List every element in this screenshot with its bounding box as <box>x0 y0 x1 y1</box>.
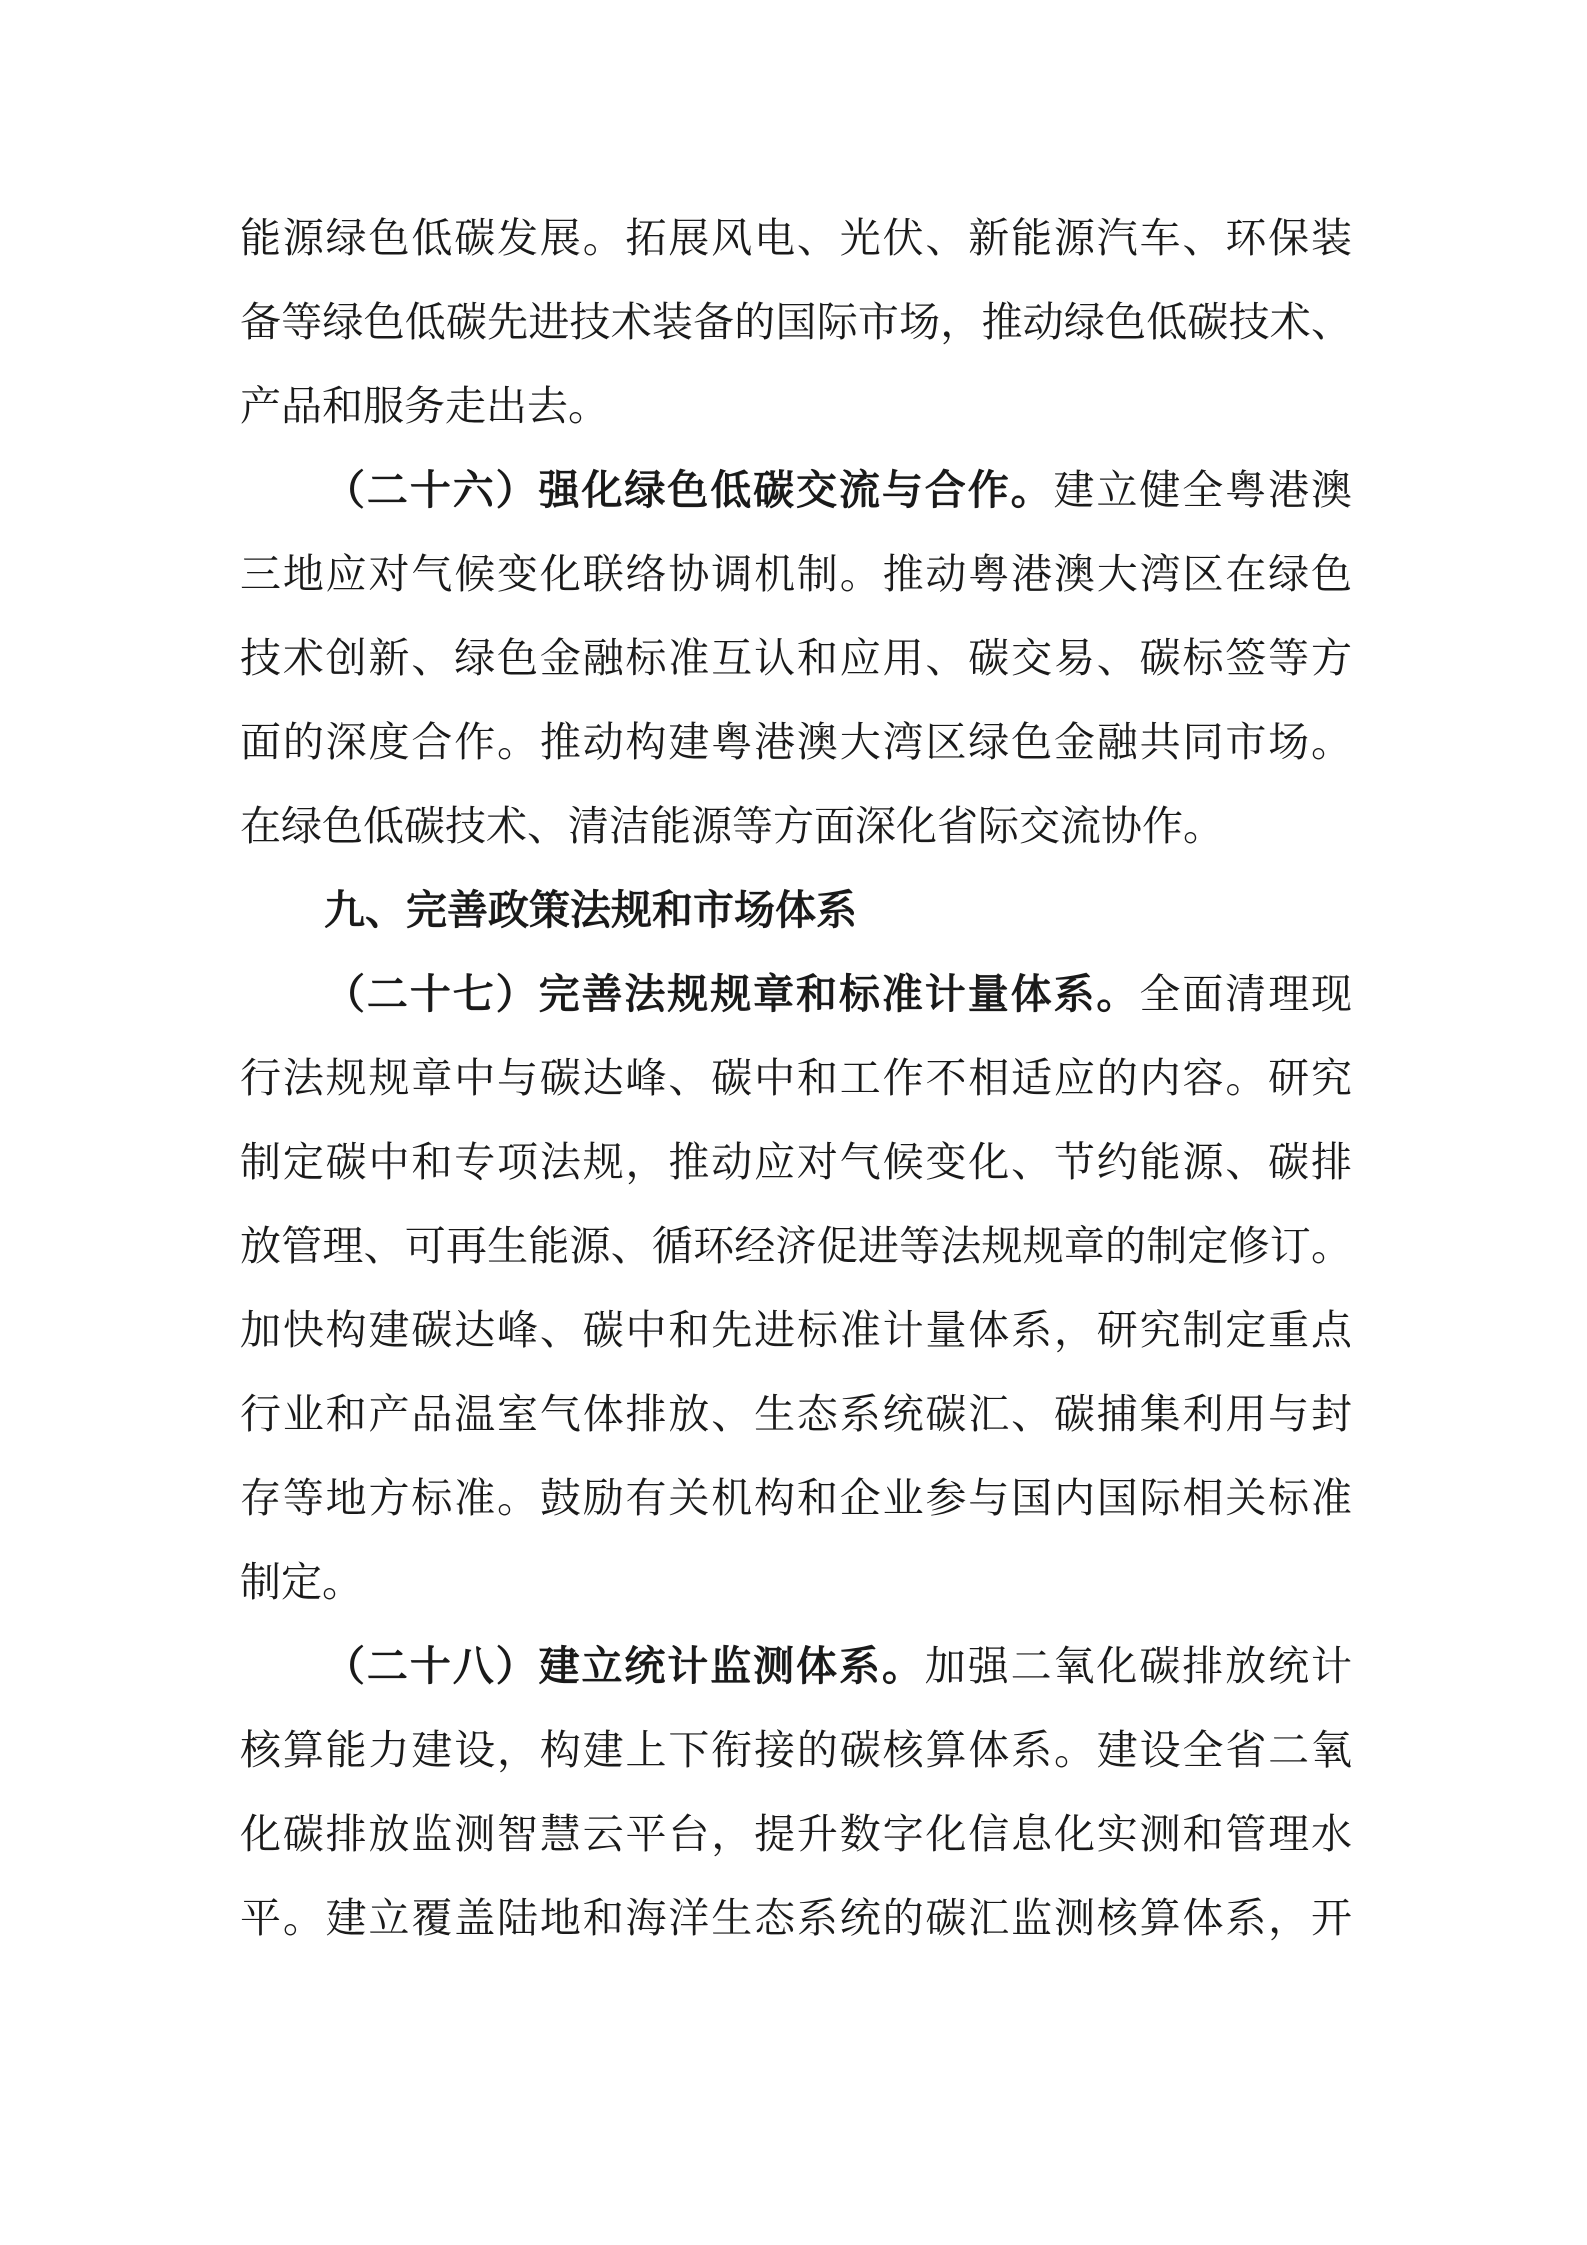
paragraph-line: 行法规规章中与碳达峰、碳中和工作不相适应的内容。研究 <box>240 1054 1352 1102</box>
section-lead-title: （二十六）强化绿色低碳交流与合作。 <box>324 466 1054 514</box>
paragraph-line: 存等地方标准。鼓励有关机构和企业参与国内国际相关标准 <box>240 1474 1352 1522</box>
paragraph-text: 加强二氧化碳排放统计 <box>924 1642 1352 1690</box>
paragraph-line: 制定。 <box>240 1558 363 1606</box>
paragraph-line: 核算能力建设，构建上下衔接的碳核算体系。建设全省二氧 <box>240 1726 1352 1774</box>
paragraph-line: 能源绿色低碳发展。拓展风电、光伏、新能源汽车、环保装 <box>240 214 1352 262</box>
paragraph-first-line <box>240 952 1352 1036</box>
paragraph-line: 行业和产品温室气体排放、生态系统碳汇、碳捕集利用与封 <box>240 1390 1352 1438</box>
paragraph-line: 放管理、可再生能源、循环经济促进等法规规章的制定修订。 <box>240 1222 1352 1270</box>
section-heading: 九、完善政策法规和市场体系 <box>324 886 857 934</box>
paragraph-line: 化碳排放监测智慧云平台，提升数字化信息化实测和管理水 <box>240 1810 1352 1858</box>
paragraph-line: 平。建立覆盖陆地和海洋生态系统的碳汇监测核算体系，开 <box>240 1894 1352 1942</box>
paragraph-text: 全面清理现 <box>1139 970 1353 1018</box>
paragraph-first-line <box>240 1624 1352 1708</box>
paragraph-line: 制定碳中和专项法规，推动应对气候变化、节约能源、碳排 <box>240 1138 1352 1186</box>
paragraph-line: 产品和服务走出去。 <box>240 382 609 430</box>
paragraph-text: 建立健全粤港澳 <box>1053 466 1353 514</box>
paragraph-line: 三地应对气候变化联络协调机制。推动粤港澳大湾区在绿色 <box>240 550 1352 598</box>
section-lead-title: （二十八）建立统计监测体系。 <box>324 1642 925 1690</box>
paragraph-line: 备等绿色低碳先进技术装备的国际市场，推动绿色低碳技术、 <box>240 298 1352 346</box>
paragraph-first-line <box>240 448 1352 532</box>
paragraph-line: 面的深度合作。推动构建粤港澳大湾区绿色金融共同市场。 <box>240 718 1352 766</box>
paragraph-line: 在绿色低碳技术、清洁能源等方面深化省际交流协作。 <box>240 802 1224 850</box>
paragraph-line: 加快构建碳达峰、碳中和先进标准计量体系，研究制定重点 <box>240 1306 1352 1354</box>
section-lead-title: （二十七）完善法规规章和标准计量体系。 <box>324 970 1140 1018</box>
paragraph-line: 技术创新、绿色金融标准互认和应用、碳交易、碳标签等方 <box>240 634 1352 682</box>
document-body <box>240 196 1352 1960</box>
